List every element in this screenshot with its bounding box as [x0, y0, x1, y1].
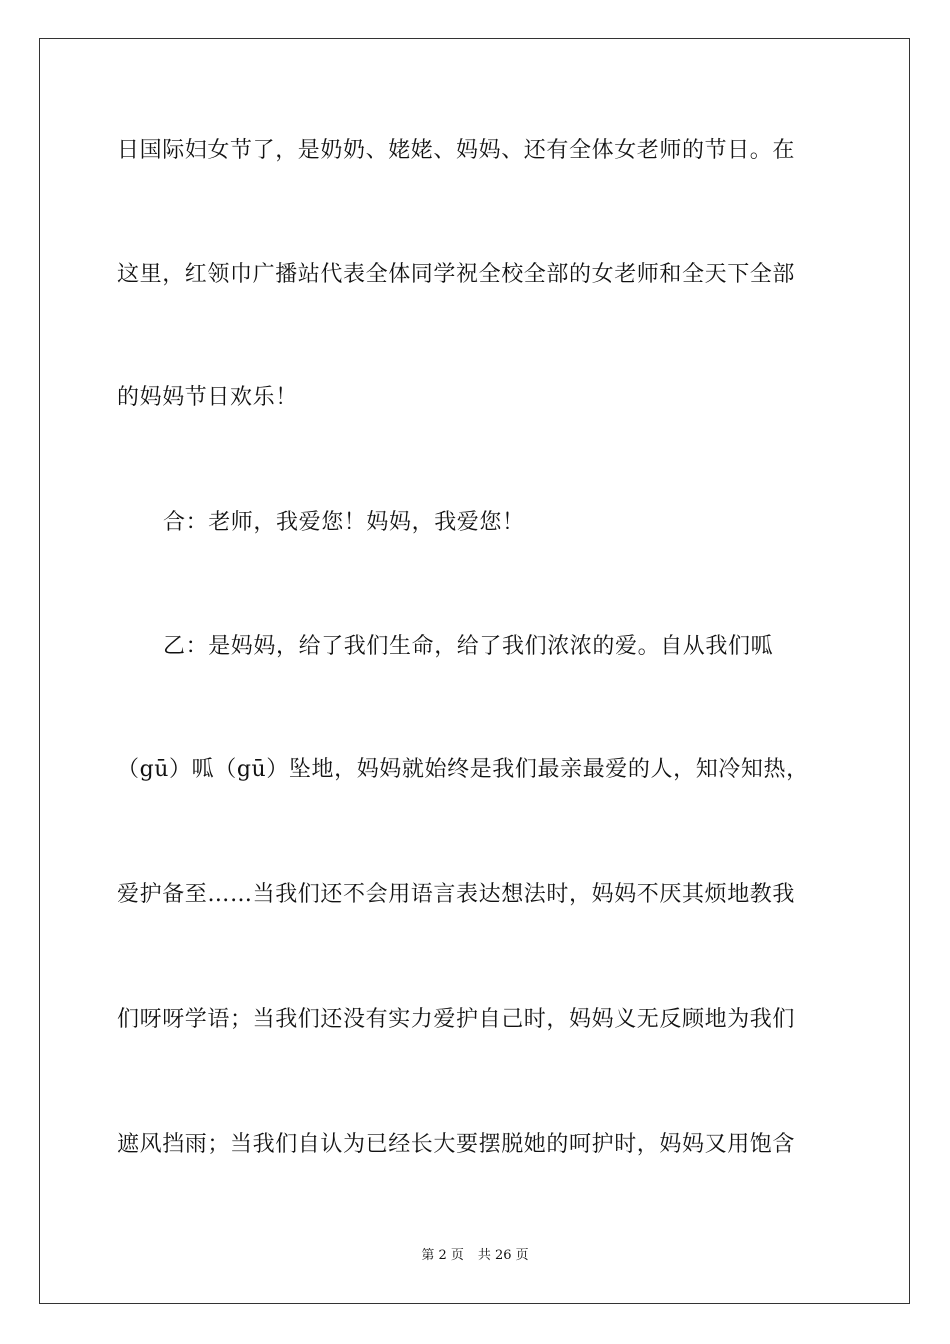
- page-border: [39, 38, 910, 1304]
- text-line: 这里，红领巾广播站代表全体同学祝全校全部的女老师和全天下全部: [117, 262, 796, 287]
- page-footer: [0, 1247, 950, 1265]
- text-line: 的妈妈节日欢乐！: [117, 385, 298, 410]
- text-line: 乙：是妈妈，给了我们生命，给了我们浓浓的爱。自从我们呱: [163, 634, 774, 659]
- text-line: 日国际妇女节了，是奶奶、姥姥、妈妈、还有全体女老师的节日。在: [117, 138, 796, 163]
- text-line: 遮风挡雨；当我们自认为已经长大要摆脱她的呵护时，妈妈又用饱含: [117, 1132, 796, 1157]
- text-line: 们呀呀学语；当我们还没有实力爱护自己时，妈妈义无反顾地为我们: [117, 1007, 796, 1032]
- text-line: （gū）呱（gū）坠地，妈妈就始终是我们最亲最爱的人，知冷知热，: [117, 757, 809, 782]
- page-number: 第 2 页: [421, 1248, 464, 1263]
- page-total: 共 26 页: [477, 1248, 529, 1263]
- text-line: 合：老师，我爱您！妈妈，我爱您！: [163, 510, 525, 535]
- text-line: 爱护备至……当我们还不会用语言表达想法时，妈妈不厌其烦地教我: [117, 882, 796, 907]
